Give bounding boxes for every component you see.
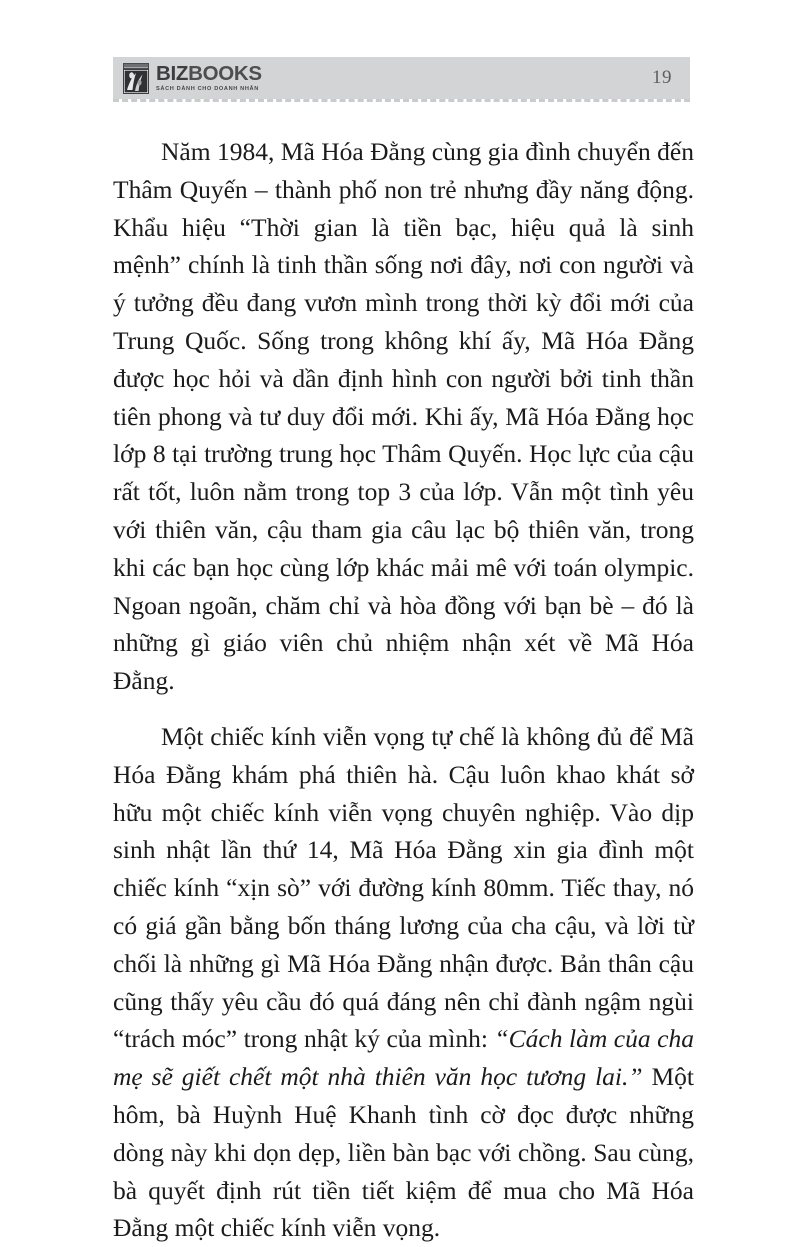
brand-name (156, 61, 262, 85)
paragraph-2-text-after-quote: Một hôm, bà Huỳnh Huệ Khanh tình cờ đọc được những dòng này khi dọn dẹp, liền bàn bạc với chồng. Sau cùng, bà quyết định rút tiền tiết kiệm để mua cho Mã Hóa Đằng một chiếc kính viễn vọng. (113, 1062, 694, 1243)
brand-tagline: SÁCH DÀNH CHO DOANH NHÂN (156, 85, 259, 92)
page-number: 19 (652, 67, 672, 88)
brand-name-suffix: BOOKS (188, 61, 262, 85)
brand-wordmark (156, 61, 262, 93)
bizbooks-logo (123, 63, 262, 94)
page-header (113, 57, 690, 99)
brand-name-prefix: BIZ (156, 61, 189, 85)
book-emblem-icon (123, 63, 149, 94)
header-dashed-divider (113, 99, 690, 102)
paragraph-2 (113, 718, 694, 1247)
diary-quote: “Cách làm của cha mẹ sẽ giết chết một nhà thiên văn học tương lai.” (113, 1024, 694, 1092)
paragraph-2-text-before-quote: Một chiếc kính viễn vọng tự chế là không đủ để Mã Hóa Đằng khám phá thiên hà. Cậu luôn khao khát sở hữu một chiếc kính viễn vọng chuyên nghiệp. Vào dịp sinh nhật lần thứ 14, Mã Hóa Đằng xin gia đình một chiếc kính “xịn sò” với đường kính 80mm. Tiếc thay, nó có giá gần bằng bốn tháng lương của cha cậu, và lời từ chối là những gì Mã Hóa Đằng nhận được. Bản thân cậu cũng thấy yêu cầu đó quá đáng nên chỉ đành ngậm ngùi “trách móc” trong nhật ký của mình: (113, 721, 694, 1054)
page-content (113, 133, 694, 1247)
paragraph-1: Năm 1984, Mã Hóa Đằng cùng gia đình chuyển đến Thâm Quyến – thành phố non trẻ nhưng đầy năng động. Khẩu hiệu “Thời gian là tiền bạc, hiệu quả là sinh mệnh” chính là tinh thần sống nơi đây, nơi con người và ý tưởng đều đang vươn mình trong thời kỳ đổi mới của Trung Quốc. Sống trong không khí ấy, Mã Hóa Đằng được học hỏi và dần định hình con người bởi tinh thần tiên phong và tư duy đổi mới. Khi ấy, Mã Hóa Đằng học lớp 8 tại trường trung học Thâm Quyến. Học lực của cậu rất tốt, luôn nằm trong top 3 của lớp. Vẫn một tình yêu với thiên văn, cậu tham gia câu lạc bộ thiên văn, trong khi các bạn học cùng lớp khác mải mê với toán olympic. Ngoan ngoãn, chăm chỉ và hòa đồng với bạn bè – đó là những gì giáo viên chủ nhiệm nhận xét về Mã Hóa Đằng. (113, 137, 694, 696)
